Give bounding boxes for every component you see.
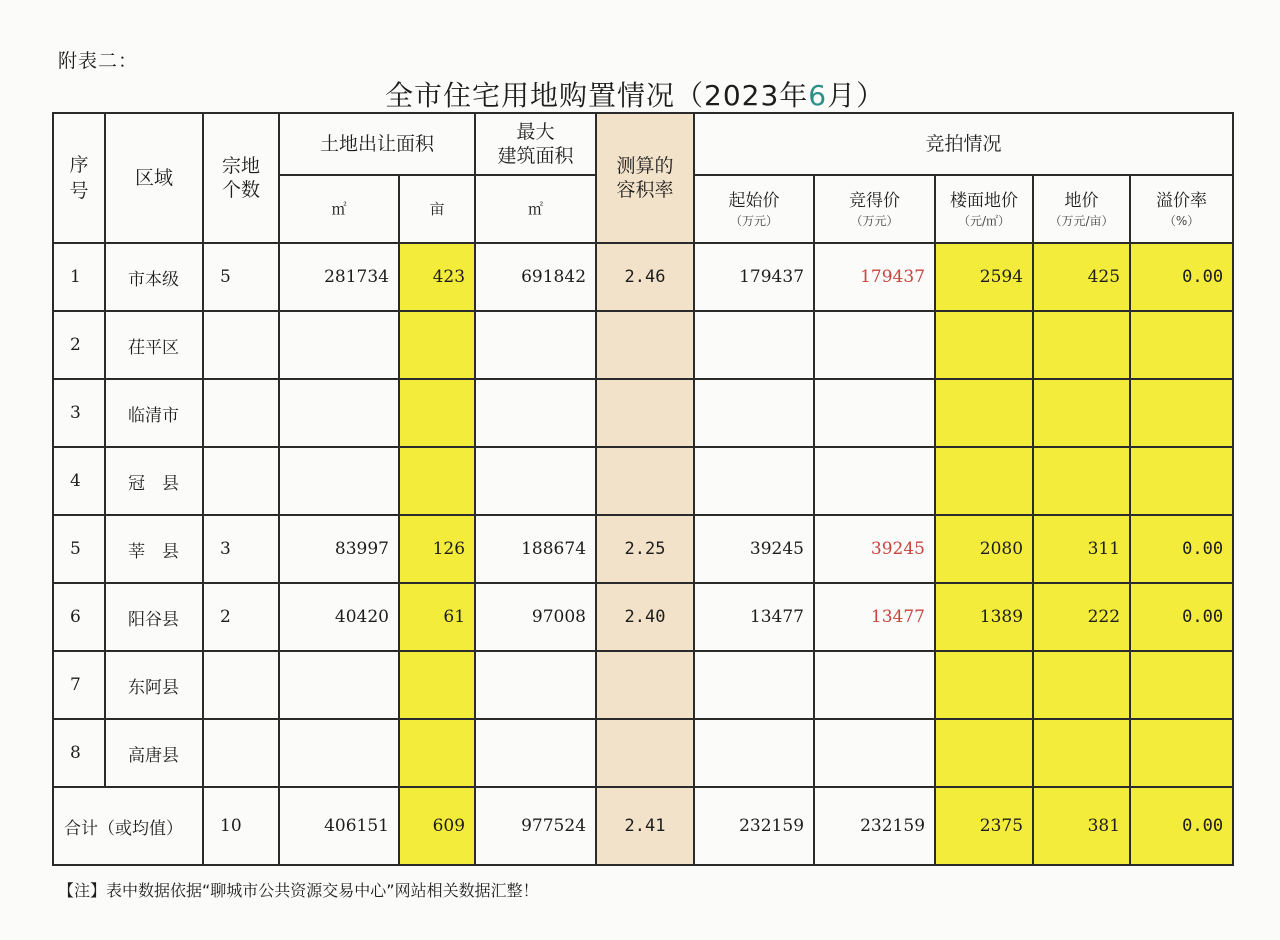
- cell-region: 茌平区: [105, 311, 203, 379]
- cell-count: [203, 447, 279, 515]
- cell-win: [814, 447, 935, 515]
- table-row: [53, 719, 1233, 787]
- cell-floor: [935, 719, 1033, 787]
- table-row: [53, 583, 1233, 651]
- cell-start: 179437: [694, 243, 814, 311]
- cell-sqm: [279, 719, 399, 787]
- cell-sqm: 281734: [279, 243, 399, 311]
- table-row: [53, 447, 1233, 515]
- header-win-price: 竞得价 （万元）: [814, 175, 935, 243]
- cell-mu: 126: [399, 515, 475, 583]
- table-row: [53, 651, 1233, 719]
- cell-far: [596, 719, 694, 787]
- cell-premium: [1130, 719, 1233, 787]
- header-premium: 溢价率 （%）: [1130, 175, 1233, 243]
- total-start: 232159: [694, 787, 814, 865]
- total-mu: 609: [399, 787, 475, 865]
- cell-mu: [399, 447, 475, 515]
- page-title: [385, 74, 885, 114]
- cell-mu: [399, 379, 475, 447]
- cell-win: [814, 379, 935, 447]
- cell-land: [1033, 447, 1130, 515]
- cell-far: 2.40: [596, 583, 694, 651]
- title-prefix: 全市住宅用地购置情况（2023年: [385, 79, 809, 112]
- table-row: [53, 515, 1233, 583]
- header-start-price: 起始价 （万元）: [694, 175, 814, 243]
- table-row: [53, 379, 1233, 447]
- cell-land: [1033, 379, 1130, 447]
- cell-build: 188674: [475, 515, 596, 583]
- footnote: 【注】表中数据依据“聊城市公共资源交易中心”网站相关数据汇整！: [58, 881, 539, 900]
- cell-floor: [935, 447, 1033, 515]
- cell-build: [475, 379, 596, 447]
- cell-premium: [1130, 447, 1233, 515]
- header-floor-price: 楼面地价 （元/㎡）: [935, 175, 1033, 243]
- cell-start: [694, 447, 814, 515]
- cell-premium: 0.00: [1130, 515, 1233, 583]
- total-label: 合计（或均值）: [53, 787, 203, 865]
- cell-idx: 1: [53, 243, 105, 311]
- cell-sqm: 83997: [279, 515, 399, 583]
- header-far: 测算的 容积率: [596, 113, 694, 243]
- cell-land: 311: [1033, 515, 1130, 583]
- cell-land: [1033, 719, 1130, 787]
- header-index: 序号: [53, 113, 105, 243]
- cell-idx: 7: [53, 651, 105, 719]
- cell-count: [203, 379, 279, 447]
- cell-idx: 5: [53, 515, 105, 583]
- cell-build: [475, 719, 596, 787]
- cell-far: [596, 379, 694, 447]
- cell-start: [694, 651, 814, 719]
- cell-start: 13477: [694, 583, 814, 651]
- cell-count: 2: [203, 583, 279, 651]
- cell-region: 莘 县: [105, 515, 203, 583]
- cell-premium: [1130, 311, 1233, 379]
- cell-build: [475, 651, 596, 719]
- header-bidding: 竞拍情况: [694, 113, 1233, 175]
- cell-sqm: [279, 447, 399, 515]
- cell-idx: 3: [53, 379, 105, 447]
- cell-count: [203, 651, 279, 719]
- cell-mu: [399, 311, 475, 379]
- cell-start: 39245: [694, 515, 814, 583]
- cell-far: 2.25: [596, 515, 694, 583]
- header-region: 区域: [105, 113, 203, 243]
- total-count: 10: [203, 787, 279, 865]
- cell-region: 市本级: [105, 243, 203, 311]
- title-suffix: 月）: [827, 79, 886, 112]
- land-purchase-table: [52, 112, 1234, 866]
- cell-floor: 2594: [935, 243, 1033, 311]
- cell-start: [694, 379, 814, 447]
- total-win: 232159: [814, 787, 935, 865]
- cell-land: 425: [1033, 243, 1130, 311]
- cell-premium: [1130, 379, 1233, 447]
- cell-idx: 2: [53, 311, 105, 379]
- cell-land: [1033, 651, 1130, 719]
- cell-sqm: [279, 311, 399, 379]
- cell-far: 2.46: [596, 243, 694, 311]
- header-land-area: 土地出让面积: [279, 113, 475, 175]
- cell-win: 179437: [814, 243, 935, 311]
- cell-floor: [935, 311, 1033, 379]
- cell-far: [596, 311, 694, 379]
- cell-region: 临清市: [105, 379, 203, 447]
- cell-far: [596, 447, 694, 515]
- cell-mu: [399, 719, 475, 787]
- cell-mu: 61: [399, 583, 475, 651]
- cell-sqm: [279, 651, 399, 719]
- total-premium: 0.00: [1130, 787, 1233, 865]
- cell-win: [814, 311, 935, 379]
- cell-build: [475, 311, 596, 379]
- cell-win: 13477: [814, 583, 935, 651]
- title-month: 6: [808, 79, 828, 112]
- cell-win: [814, 719, 935, 787]
- cell-region: 冠 县: [105, 447, 203, 515]
- cell-land: 222: [1033, 583, 1130, 651]
- cell-mu: [399, 651, 475, 719]
- cell-land: [1033, 311, 1130, 379]
- attachment-label: 附表二：: [58, 50, 139, 72]
- cell-count: [203, 719, 279, 787]
- cell-premium: [1130, 651, 1233, 719]
- cell-build: [475, 447, 596, 515]
- cell-sqm: [279, 379, 399, 447]
- cell-start: [694, 719, 814, 787]
- cell-floor: 1389: [935, 583, 1033, 651]
- total-sqm: 406151: [279, 787, 399, 865]
- cell-region: 阳谷县: [105, 583, 203, 651]
- total-far: 2.41: [596, 787, 694, 865]
- cell-sqm: 40420: [279, 583, 399, 651]
- cell-count: [203, 311, 279, 379]
- cell-idx: 8: [53, 719, 105, 787]
- cell-region: 高唐县: [105, 719, 203, 787]
- table-row: [53, 243, 1233, 311]
- header-parcel-count: 宗地 个数: [203, 113, 279, 243]
- header-area-sqm: ㎡: [279, 175, 399, 243]
- cell-build: 97008: [475, 583, 596, 651]
- cell-win: [814, 651, 935, 719]
- table-row: [53, 311, 1233, 379]
- total-land: 381: [1033, 787, 1130, 865]
- header-max-build-unit: ㎡: [475, 175, 596, 243]
- cell-idx: 6: [53, 583, 105, 651]
- cell-idx: 4: [53, 447, 105, 515]
- cell-mu: 423: [399, 243, 475, 311]
- header-max-build: 最大 建筑面积: [475, 113, 596, 175]
- cell-build: 691842: [475, 243, 596, 311]
- cell-win: 39245: [814, 515, 935, 583]
- total-row: [53, 787, 1233, 865]
- total-floor: 2375: [935, 787, 1033, 865]
- cell-premium: 0.00: [1130, 583, 1233, 651]
- cell-floor: [935, 651, 1033, 719]
- cell-region: 东阿县: [105, 651, 203, 719]
- cell-floor: 2080: [935, 515, 1033, 583]
- cell-far: [596, 651, 694, 719]
- cell-count: 5: [203, 243, 279, 311]
- header-area-mu: 亩: [399, 175, 475, 243]
- cell-start: [694, 311, 814, 379]
- cell-count: 3: [203, 515, 279, 583]
- header-land-price: 地价 （万元/亩）: [1033, 175, 1130, 243]
- total-build: 977524: [475, 787, 596, 865]
- cell-floor: [935, 379, 1033, 447]
- cell-premium: 0.00: [1130, 243, 1233, 311]
